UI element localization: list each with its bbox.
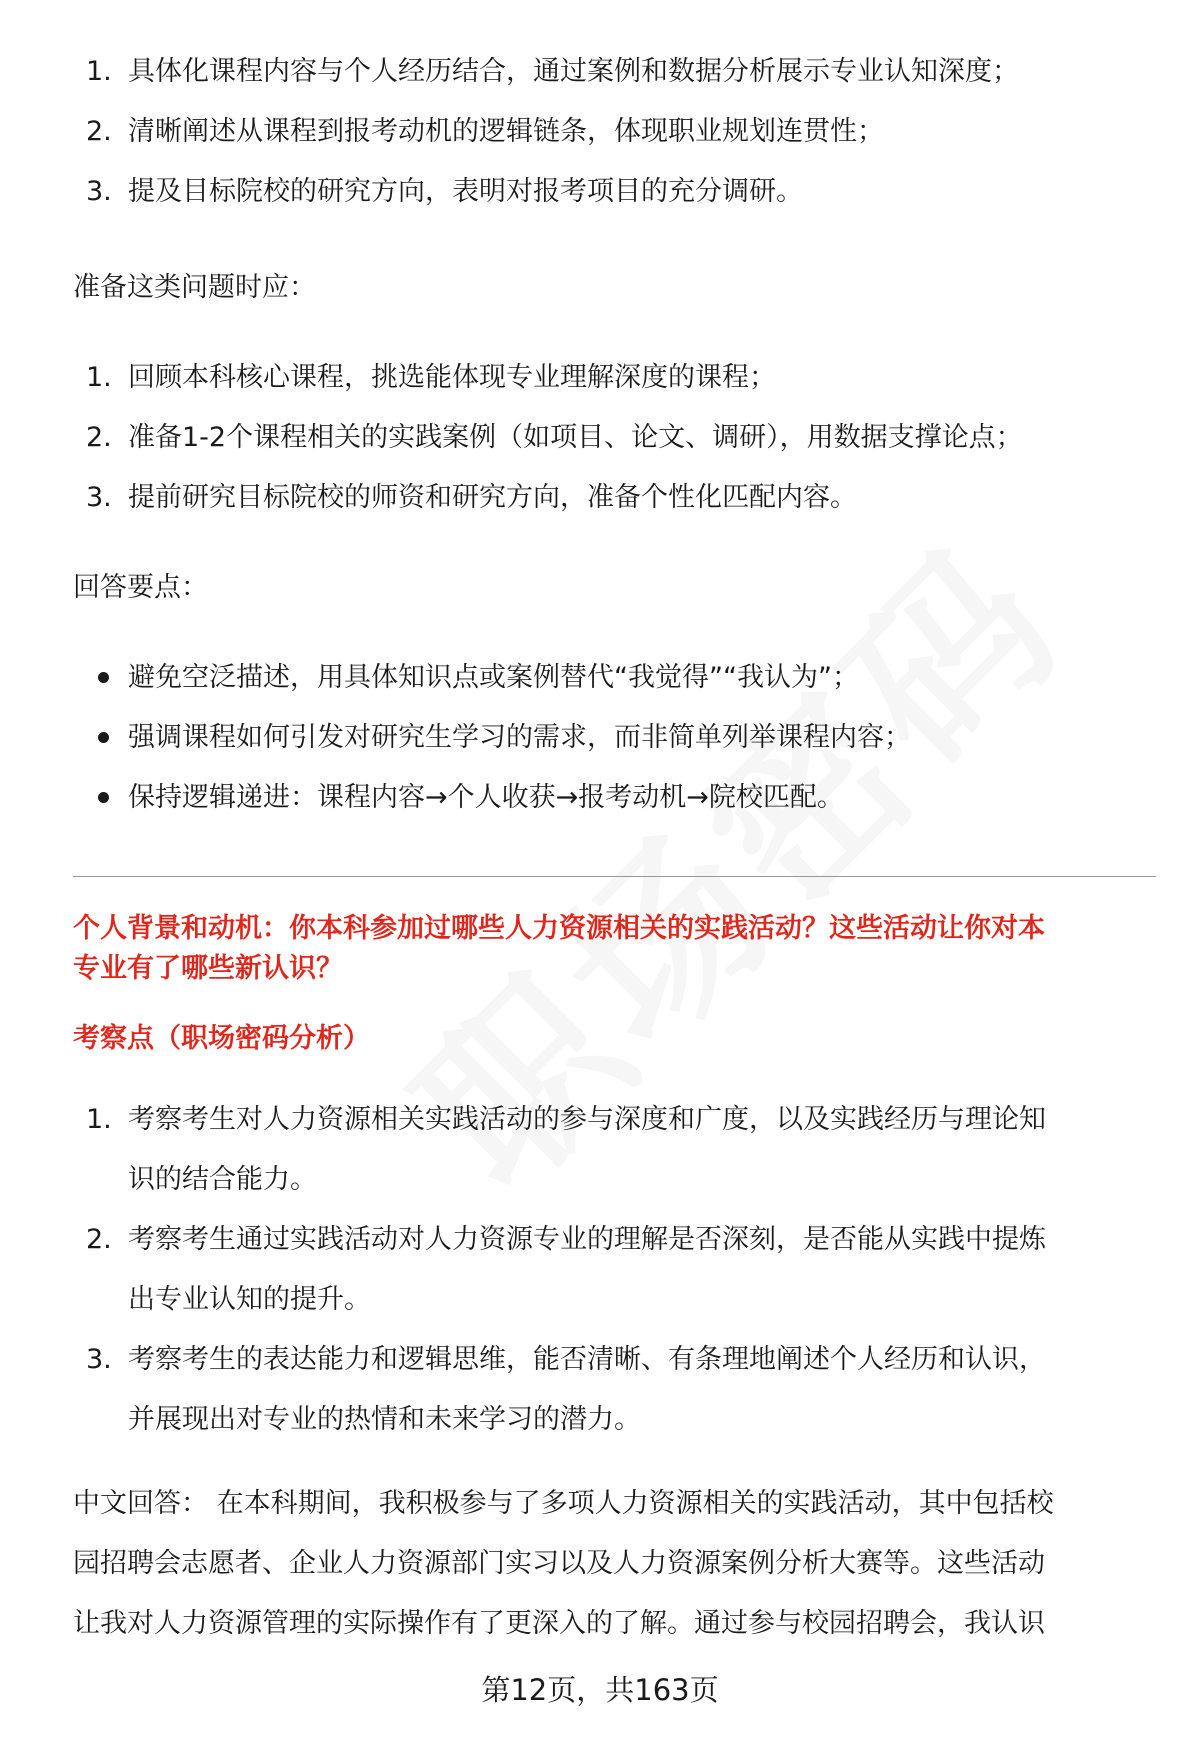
list-text-line-1: 考察考生通过实践活动对人力资源专业的理解是否深刻，是否能从实践中提炼: [128, 1224, 1046, 1255]
list-text: 提前研究目标院校的师资和研究方向，准备个性化匹配内容。: [128, 482, 857, 513]
list-text: 准备1-2个课程相关的实践案例（如项目、论文、调研），用数据支撑论点；: [128, 422, 1023, 453]
list-text: 清晰阐述从课程到报考动机的逻辑链条，体现职业规划连贯性；: [128, 116, 884, 147]
list-number: 2.: [86, 1224, 112, 1255]
question-line-2: 专业有了哪些新认识？: [73, 953, 343, 984]
bullet-dot: [98, 792, 109, 803]
list-number: 3.: [86, 176, 112, 207]
list-text-line-1: 考察考生对人力资源相关实践活动的参与深度和广度，以及实践经历与理论知: [128, 1104, 1046, 1135]
bullet-dot: [98, 732, 109, 743]
list-text-line-1: 考察考生的表达能力和逻辑思维，能否清晰、有条理地阐述个人经历和认识，: [128, 1344, 1046, 1375]
answer-points-label: 回答要点：: [73, 572, 208, 603]
list-text-line-2: 并展现出对专业的热情和未来学习的潜力。: [128, 1404, 641, 1435]
answer-line-1: 中文回答： 在本科期间，我积极参与了多项人力资源相关的实践活动，其中包括校: [73, 1488, 1054, 1519]
list-number: 3.: [86, 482, 112, 513]
list-text: 回顾本科核心课程，挑选能体现专业理解深度的课程；: [128, 362, 776, 393]
answer-line-3: 让我对人力资源管理的实际操作有了更深入的了解。通过参与校园招聘会，我认识: [73, 1608, 1045, 1639]
list-text-line-2: 出专业认知的提升。: [128, 1284, 371, 1315]
exam-point-heading: 考察点（职场密码分析）: [73, 1023, 370, 1054]
prepare-label: 准备这类问题时应：: [73, 272, 316, 303]
list-text-line-2: 识的结合能力。: [128, 1164, 317, 1195]
list-number: 2.: [86, 116, 112, 147]
list-number: 1.: [86, 1104, 112, 1135]
list-text: 提及目标院校的研究方向，表明对报考项目的充分调研。: [128, 176, 803, 207]
list-number: 3.: [86, 1344, 112, 1375]
list-number: 1.: [86, 362, 112, 393]
page-footer: 第12页，共163页: [481, 1673, 719, 1707]
list-text: 具体化课程内容与个人经历结合，通过案例和数据分析展示专业认知深度；: [128, 56, 1019, 87]
bullet-text: 强调课程如何引发对研究生学习的需求，而非简单列举课程内容；: [128, 722, 911, 753]
answer-line-2: 园招聘会志愿者、企业人力资源部门实习以及人力资源案例分析大赛等。这些活动: [73, 1548, 1045, 1579]
list-number: 2.: [86, 422, 112, 453]
section-divider: [73, 876, 1156, 877]
list-number: 1.: [86, 56, 112, 87]
bullet-text: 保持逻辑递进：课程内容→个人收获→报考动机→院校匹配。: [128, 782, 844, 813]
bullet-dot: [98, 672, 109, 683]
bullet-text: 避免空泛描述，用具体知识点或案例替代“我觉得”“我认为”；: [128, 662, 859, 693]
question-line-1: 个人背景和动机：你本科参加过哪些人力资源相关的实践活动？这些活动让你对本: [73, 913, 1045, 944]
